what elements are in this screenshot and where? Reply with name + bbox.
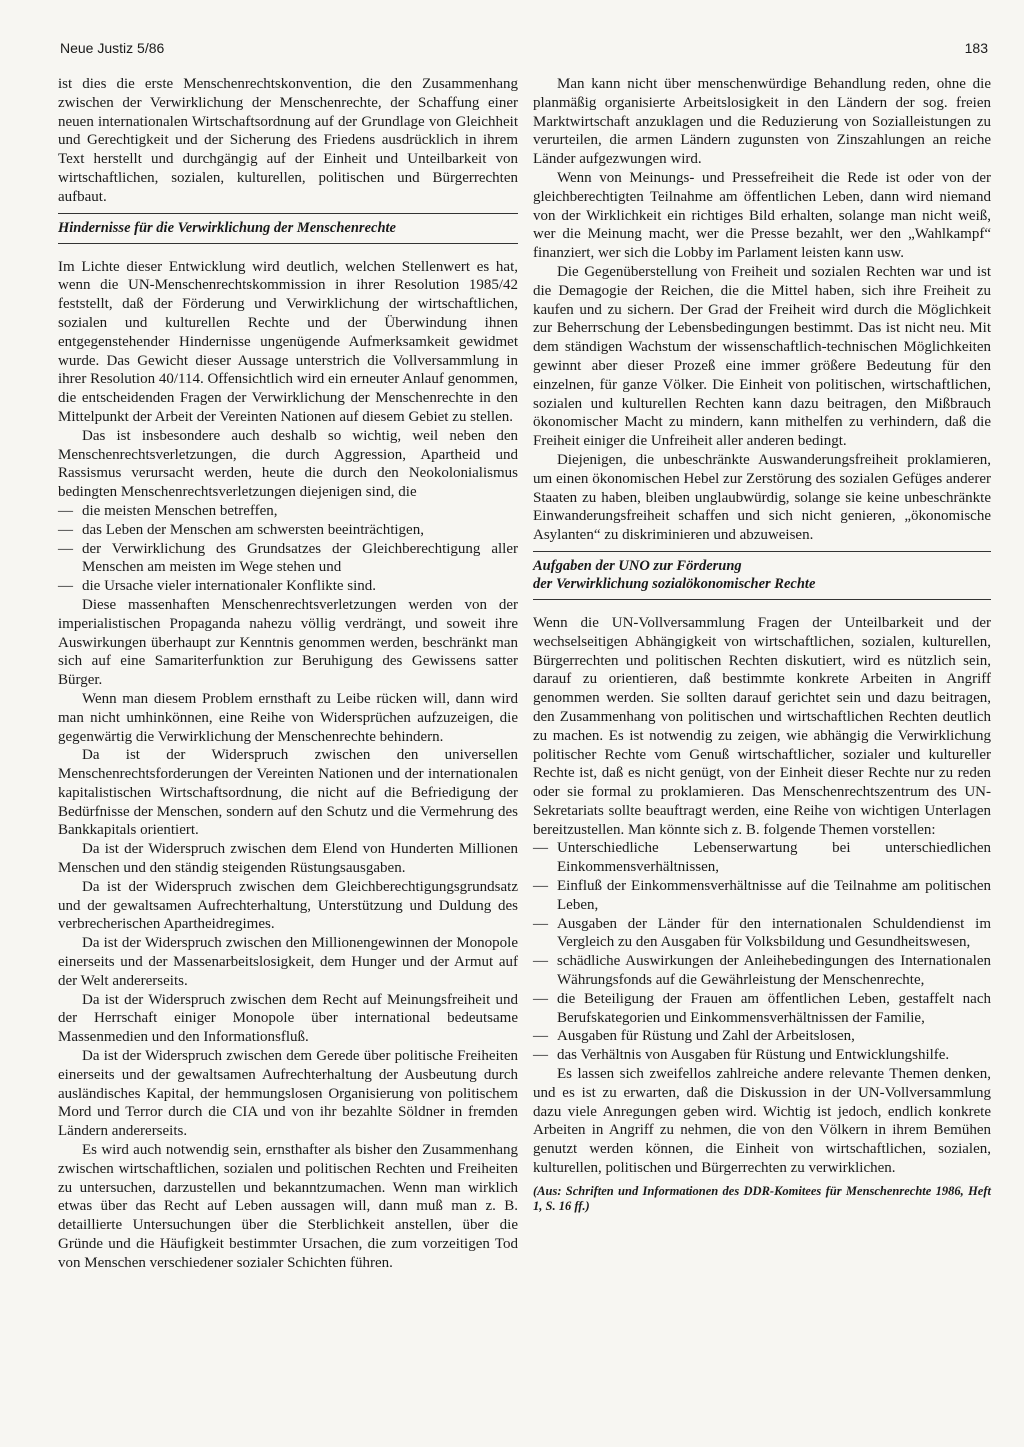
- list-item: — das Verhältnis von Ausgaben für Rüstung und Entwicklungshilfe.: [533, 1046, 991, 1065]
- paragraph: Da ist der Widerspruch zwischen dem Gleichberechtigungsgrundsatz und der gewaltsamen Aufrechterhaltung, Unterstützung und Duldung des verbrecherischen Apartheidregimes.: [58, 878, 518, 933]
- paragraph: Da ist der Widerspruch zwischen den Millionengewinnen der Monopole einerseits und der Massenarbeitslosigkeit, dem Hunger und der Armut auf der Welt andererseits.: [58, 935, 518, 989]
- section-heading-line: der Verwirklichung sozialökonomischer Rechte: [533, 575, 816, 592]
- paragraph: Die Gegenüberstellung von Freiheit und sozialen Rechten war und ist die Demagogie der Reichen, die die Mittel haben, sich ihre Freiheit zu kaufen und zu sichern. Der Grad der Freiheit wird durch die Möglichkeit zur Beherrschung der Lebensbedingungen bestimmt. Das ist nicht neu. Mit dem ständigen Wachstum der wissenschaftlich-technischen Möglichkeiten gewinnt aber dieser Prozeß eine immer größere Bedeutung für den einzelnen, für ganze Völker. Die Einheit von politischen, wirtschaftlichen, sozialen und kulturellen Rechten kann dazu beitragen, den Mißbrauch ökonomischer Macht zu mindern, kann mithelfen zu verhindern, daß die Freiheit einiger die Unfreiheit aller anderen bedingt.: [533, 263, 991, 450]
- list-item: — schädliche Auswirkungen der Anleihebedingungen des Internationalen Währungsfonds auf die Gewährleistung der Menschenrechte,: [533, 952, 991, 990]
- section-heading: [533, 551, 991, 600]
- paragraph: Da ist der Widerspruch zwischen den universellen Menschenrechtsforderungen der Vereinten Nationen und der internationalen kapitalistischen Wirtschaftsordnung, die nicht auf die Befriedigung der Bedürfnisse der Menschen, sondern auf den Schutz und die Vermehrung des Bankkapitals orientiert.: [58, 747, 518, 839]
- list-item: — Unterschiedliche Lebenserwartung bei unterschiedlichen Einkommensverhältnissen,: [533, 839, 991, 877]
- journal-title: Neue Justiz 5/86: [60, 40, 165, 56]
- paragraph: Man kann nicht über menschenwürdige Behandlung reden, ohne die planmäßig organisierte Arbeitslosigkeit in den Ländern der sog. freien Marktwirtschaft anzuklagen und die Reduzierung von Sozialleistungen zu verurteilen, die armen Ländern zugunsten von Zinszahlungen an reiche Länder aufgezwungen wird.: [533, 76, 991, 168]
- source-citation: (Aus: Schriften und Informationen des DDR-Komitees für Menschenrechte 1986, Heft 1, S. 16 ff.): [533, 1183, 991, 1213]
- paragraph: Diese massenhaften Menschenrechtsverletzungen werden von der imperialistischen Propaganda nahezu völlig verdrängt, und soweit ihre Auswirkungen überhaupt zur Kenntnis genommen werden, beschränkt man sich auf eine Samariterfunktion zur Beruhigung des Gewissens satter Bürger.: [58, 596, 518, 689]
- list-item: — das Leben der Menschen am schwersten beeinträchtigen,: [58, 521, 518, 540]
- left-column: [58, 75, 518, 1273]
- running-header: [60, 36, 988, 58]
- section-heading: Hindernisse für die Verwirklichung der Menschenrechte: [58, 213, 518, 244]
- list-item: — Ausgaben der Länder für den internationalen Schuldendienst im Vergleich zu den Ausgaben für Volksbildung und Gesundheitswesen,: [533, 915, 991, 953]
- list-item: — Einfluß der Einkommensverhältnisse auf die Teilnahme am politischen Leben,: [533, 877, 991, 915]
- list-item: — die meisten Menschen betreffen,: [58, 502, 518, 521]
- paragraph: Es wird auch notwendig sein, ernsthafter als bisher den Zusammenhang zwischen wirtschaftlichen, sozialen und politischen Rechten und Freiheiten zu untersuchen, darzustellen und bekanntzumachen. Wenn man wirklich etwas über das Recht auf Leben aussagen will, dann muß man z. B. detaillierte Untersuchungen über die Sterblichkeit anstellen, über die Gründe und die Häufigkeit bestimmter Ursachen, die zum vorzeitigen Tod von Menschen verschiedener sozialer Schichten führen.: [58, 1142, 518, 1271]
- paragraph: Das ist insbesondere auch deshalb so wichtig, weil neben den Menschenrechtsverletzungen, die durch Aggression, Apartheid und Rassismus verursacht werden, heute die durch den Neokolonialismus bedingten Menschenrechtsverletzungen diejenigen sind, die: [58, 427, 518, 501]
- paragraph: Diejenigen, die unbeschränkte Auswanderungsfreiheit proklamieren, um einen ökonomischen Hebel zur Zerstörung des sozialen Gefüges anderer Staaten zu haben, bleiben unglaubwürdig, solange sie keine unbeschränkte Einwanderungsfreiheit schaffen und sich nicht genieren, „ökonomische Asylanten“ zu diskriminieren und abzuweisen.: [533, 451, 991, 544]
- paragraph: Da ist der Widerspruch zwischen dem Gerede über politische Freiheiten einerseits und der gewaltsamen Aufrechterhaltung der Ausbeutung durch ausländisches Kapital, der hemmungslosen Organisierung von politischem Mord und Terror durch die CIA und von ihr bezahlte Söldner in fremden Ländern andererseits.: [58, 1048, 518, 1140]
- list-item: — der Verwirklichung des Grundsatzes der Gleichberechtigung aller Menschen am meisten im Wege stehen und: [58, 540, 518, 578]
- paragraph: Wenn von Meinungs- und Pressefreiheit die Rede ist oder von der gleichberechtigten Teilnahme am öffentlichen Leben, dann wird niemand von der Wirklichkeit ein richtiges Bild erhalten, solange man nicht weiß, wer die Meinung macht, wer die Presse bezahlt, wer den „Wahlkampf“ finanziert, wer sich die Lobby im Parlament leisten kann usw.: [533, 169, 991, 262]
- paragraph: Wenn die UN-Vollversammlung Fragen der Unteilbarkeit und der wechselseitigen Abhängigkeit von wirtschaftlichen, sozialen, kulturellen, Bürgerrechten und politischen Rechten diskutiert, wird es nützlich sein, darauf zu orientieren, daß bestimmte konkrete Arbeiten in Angriff genommen werden. Sie sollten darauf gerichtet sein und dazu beitragen, den Zusammenhang von politischen und wirtschaftlichen Rechten deutlich zu machen. Es ist notwendig zu zeigen, wie abhängig die Verwirklichung politischer Rechte vom Genuß wirtschaftlicher, sozialer und kultureller Rechte ist, daß es nicht genügt, von der Einheit dieser Rechte nur zu reden oder sie formal zu proklamieren. Das Menschenrechtszentrum des UN-Sekretariats sollte beauftragt werden, eine Reihe von wichtigen Unterlagen bereitzustellen. Man könnte sich z. B. folgende Themen vorstellen:: [533, 614, 991, 838]
- paragraph: Im Lichte dieser Entwicklung wird deutlich, welchen Stellenwert es hat, wenn die UN-Menschenrechtskommission in ihrer Resolution 1985/42 feststellt, daß der Förderung und Verwirklichung der wirtschaftlichen, sozialen und kulturellen Rechte und der Überwindung ihnen entgegenstehender Hindernisse ungenügende Aufmerksamkeit gewidmet wurde. Das Gewicht dieser Aussage unterstrich die Vollversammlung in ihrer Resolution 40/114. Offensichtlich wird ein erneuter Anlauf genommen, die entscheidenden Fragen der Verwirklichung der Menschenrechte in den Mittelpunkt der Arbeit der Vereinten Nationen auf diesem Gebiet zu stellen.: [58, 258, 518, 425]
- paragraph: Wenn man diesem Problem ernsthaft zu Leibe rücken will, dann wird man nicht umhinkönnen, eine Reihe von Widersprüchen aufzuzeigen, die gegenwärtig die Verwirklichung der Menschenrechte behindern.: [58, 690, 518, 745]
- paragraph: Es lassen sich zweifellos zahlreiche andere relevante Themen denken, und es ist zu erwarten, daß die Diskussion in der UN-Vollversammlung dazu viele Anregungen geben wird. Wichtig ist jedoch, endlich konkrete Arbeiten in Angriff zu nehmen, die von den Völkern in ihrem Bemühen genutzt werden können, die Einheit von wirtschaftlichen, sozialen, kulturellen, politischen und Bürgerrechten zu verwirklichen.: [533, 1066, 991, 1177]
- section-heading-line: Aufgaben der UNO zur Förderung: [533, 557, 742, 574]
- bullet-list: [533, 839, 991, 1065]
- page-number: 183: [964, 40, 988, 56]
- list-item: — die Ursache vieler internationaler Konflikte sind.: [58, 577, 518, 596]
- paragraph: ist dies die erste Menschenrechtskonvention, die den Zusammenhang zwischen der Verwirklichung der Menschenrechte, der Schaffung einer neuen internationalen Wirtschaftsordnung auf der Grundlage von Gleichheit und Gerechtigkeit und der Sicherung des Friedens ausdrücklich in ihrem Text herstellt und durchgängig auf der Einheit und Unteilbarkeit von wirtschaftlichen, sozialen, kulturellen, politischen und Bürgerrechten aufbaut.: [58, 76, 518, 205]
- right-column: [533, 75, 991, 1214]
- list-item: — die Beteiligung der Frauen am öffentlichen Leben, gestaffelt nach Berufskategorien und Einkommensverhältnissen der Familie,: [533, 990, 991, 1028]
- list-item: — Ausgaben für Rüstung und Zahl der Arbeitslosen,: [533, 1027, 991, 1046]
- paragraph: Da ist der Widerspruch zwischen dem Recht auf Meinungsfreiheit und der Herrschaft einiger Monopole über international bedeutsame Massenmedien und den Informationsfluß.: [58, 991, 518, 1046]
- bullet-list: [58, 502, 518, 596]
- paragraph: Da ist der Widerspruch zwischen dem Elend von Hunderten Millionen Menschen und den ständig steigenden Rüstungsausgaben.: [58, 841, 518, 877]
